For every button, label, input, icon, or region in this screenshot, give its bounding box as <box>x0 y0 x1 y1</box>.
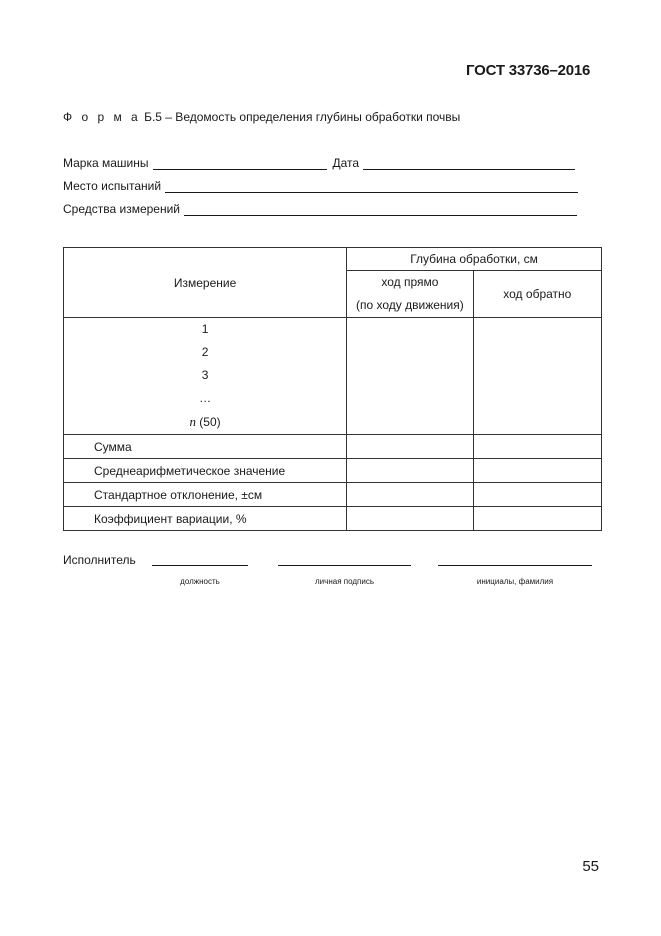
header-forward-line2: (по ходу движения) <box>356 298 464 312</box>
row-3: 3 <box>201 368 209 382</box>
position-field[interactable] <box>152 553 248 566</box>
date-field[interactable] <box>363 158 575 170</box>
form-title-text: – Ведомость определения глубины обработки почвы <box>161 110 461 124</box>
variation-backward-cell[interactable] <box>473 507 601 531</box>
depth-table <box>63 247 602 531</box>
tools-label: Средства измерений <box>63 202 181 216</box>
row-ellipsis: … <box>199 391 212 405</box>
header-depth: Глубина обработки, см <box>347 248 602 271</box>
machine-label: Марка машины <box>63 156 149 170</box>
tools-field[interactable] <box>184 204 577 216</box>
sum-forward-cell[interactable] <box>347 435 473 459</box>
stddev-forward-cell[interactable] <box>347 483 473 507</box>
forward-values-cell[interactable] <box>347 318 473 435</box>
name-caption: инициалы, фамилия <box>476 577 554 586</box>
name-field[interactable] <box>438 553 592 566</box>
header-forward <box>347 271 473 318</box>
form-title-prefix: Ф о р м а <box>63 110 141 124</box>
form-title-code: Б.5 <box>144 110 162 124</box>
position-caption: должность <box>180 577 220 586</box>
tools-row <box>63 202 577 216</box>
mean-backward-cell[interactable] <box>473 459 601 483</box>
row-n <box>64 410 346 433</box>
performer-label: Исполнитель <box>63 553 136 567</box>
sum-backward-cell[interactable] <box>473 435 601 459</box>
row-n-letter: n <box>189 414 196 429</box>
summary-variation: Коэффициент вариации, % <box>64 507 347 531</box>
form-title <box>63 110 460 124</box>
measurement-numbers <box>64 318 347 435</box>
summary-stddev: Стандартное отклонение, ±см <box>64 483 347 507</box>
row-1: 1 <box>201 322 209 336</box>
date-label: Дата <box>332 156 360 170</box>
summary-mean: Среднеарифметическое значение <box>64 459 347 483</box>
signature-caption: личная подпись <box>315 577 374 586</box>
signature-field[interactable] <box>278 553 411 566</box>
place-field[interactable] <box>165 181 578 193</box>
page-number: 55 <box>582 858 599 875</box>
backward-values-cell[interactable] <box>473 318 601 435</box>
place-row <box>63 179 578 193</box>
machine-date-row <box>63 156 575 170</box>
place-label: Место испытаний <box>63 179 162 193</box>
header-backward: ход обратно <box>473 271 601 318</box>
header-measurement: Измерение <box>64 248 347 318</box>
variation-forward-cell[interactable] <box>347 507 473 531</box>
mean-forward-cell[interactable] <box>347 459 473 483</box>
machine-field[interactable] <box>153 158 327 170</box>
row-n-value: (50) <box>195 415 221 429</box>
summary-sum: Сумма <box>64 435 347 459</box>
header-forward-line1: ход прямо <box>381 275 439 289</box>
standard-number: ГОСТ 33736–2016 <box>466 62 591 79</box>
row-2: 2 <box>201 345 209 359</box>
stddev-backward-cell[interactable] <box>473 483 601 507</box>
